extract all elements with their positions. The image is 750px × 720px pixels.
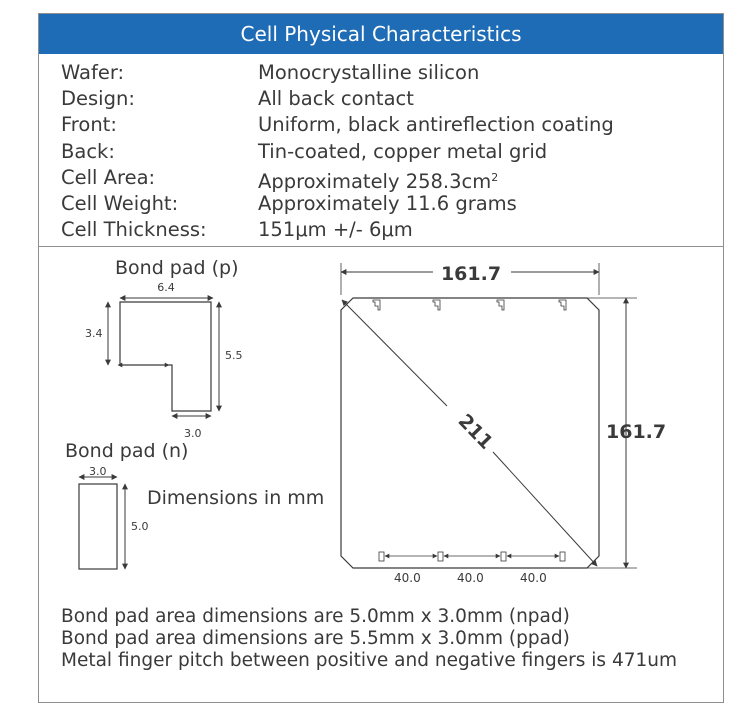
spec-label: Back: [61,139,115,163]
spec-label: Cell Area: [61,165,156,189]
units-note: Dimensions in mm [147,487,325,509]
bottom-pad [438,552,443,561]
bond-pad-n-title: Bond pad (n) [65,440,189,462]
bond-pad-n-shape [79,484,117,569]
bottom-pad [560,552,565,561]
top-pad [497,300,504,310]
pad-spacing-label: 40.0 [457,571,484,585]
spec-label: Cell Weight: [61,191,179,215]
pad-spacing-label: 40.0 [520,571,547,585]
spec-label: Cell Thickness: [61,218,207,242]
top-pad [559,300,566,310]
bond-pad-n-right-dim: 5.0 [131,520,149,533]
top-pad [433,300,440,310]
bond-pad-p-right-dim: 5.5 [225,349,243,362]
note-line: Bond pad area dimensions are 5.0mm x 3.0mm (npad) [61,606,570,627]
note-line: Bond pad area dimensions are 5.5mm x 3.0mm (ppad) [61,628,570,649]
spec-value: Uniform, black antireflection coating [258,113,614,137]
diagonal-dim-line [493,452,597,566]
notes [61,606,711,672]
spec-value: Approximately 11.6 grams [258,191,517,215]
sheet-title: Cell Physical Characteristics [39,14,723,54]
spec-value-text: Approximately 258.3cm [258,169,492,193]
note-line: Metal finger pitch between positive and negative fingers is 471um [61,650,678,671]
spec-value: Monocrystalline silicon [258,61,480,84]
cell-dimensions-diagram [39,14,725,704]
spec-label: Front: [61,113,117,137]
spec-label: Wafer: [61,61,125,84]
superscript: 2 [491,170,499,184]
bond-pad-p-title: Bond pad (p) [115,257,239,279]
cell-width-label: 161.7 [440,263,502,285]
bond-pad-p-shape [120,302,211,411]
cell-height-label: 161.7 [606,421,667,443]
diagonal-dim-line [342,300,447,406]
pad-spacing-label: 40.0 [394,571,421,585]
spec-label: Design: [61,87,135,111]
bond-pad-p-bottom-dim: 3.0 [184,427,202,440]
spec-value: All back contact [258,87,414,111]
top-pad [373,300,380,310]
spec-sheet [38,13,724,703]
bond-pad-p-top-dim: 6.4 [157,281,175,294]
cell-diagonal-label: 211 [453,409,498,454]
bond-pad-n-top-dim: 3.0 [89,465,107,478]
spec-value: Tin-coated, copper metal grid [258,139,548,163]
spec-value: 151μm +/- 6μm [258,218,413,242]
bond-pad-p-left-dim: 3.4 [85,327,103,340]
bottom-pad [501,552,506,561]
bottom-pad [379,552,384,561]
